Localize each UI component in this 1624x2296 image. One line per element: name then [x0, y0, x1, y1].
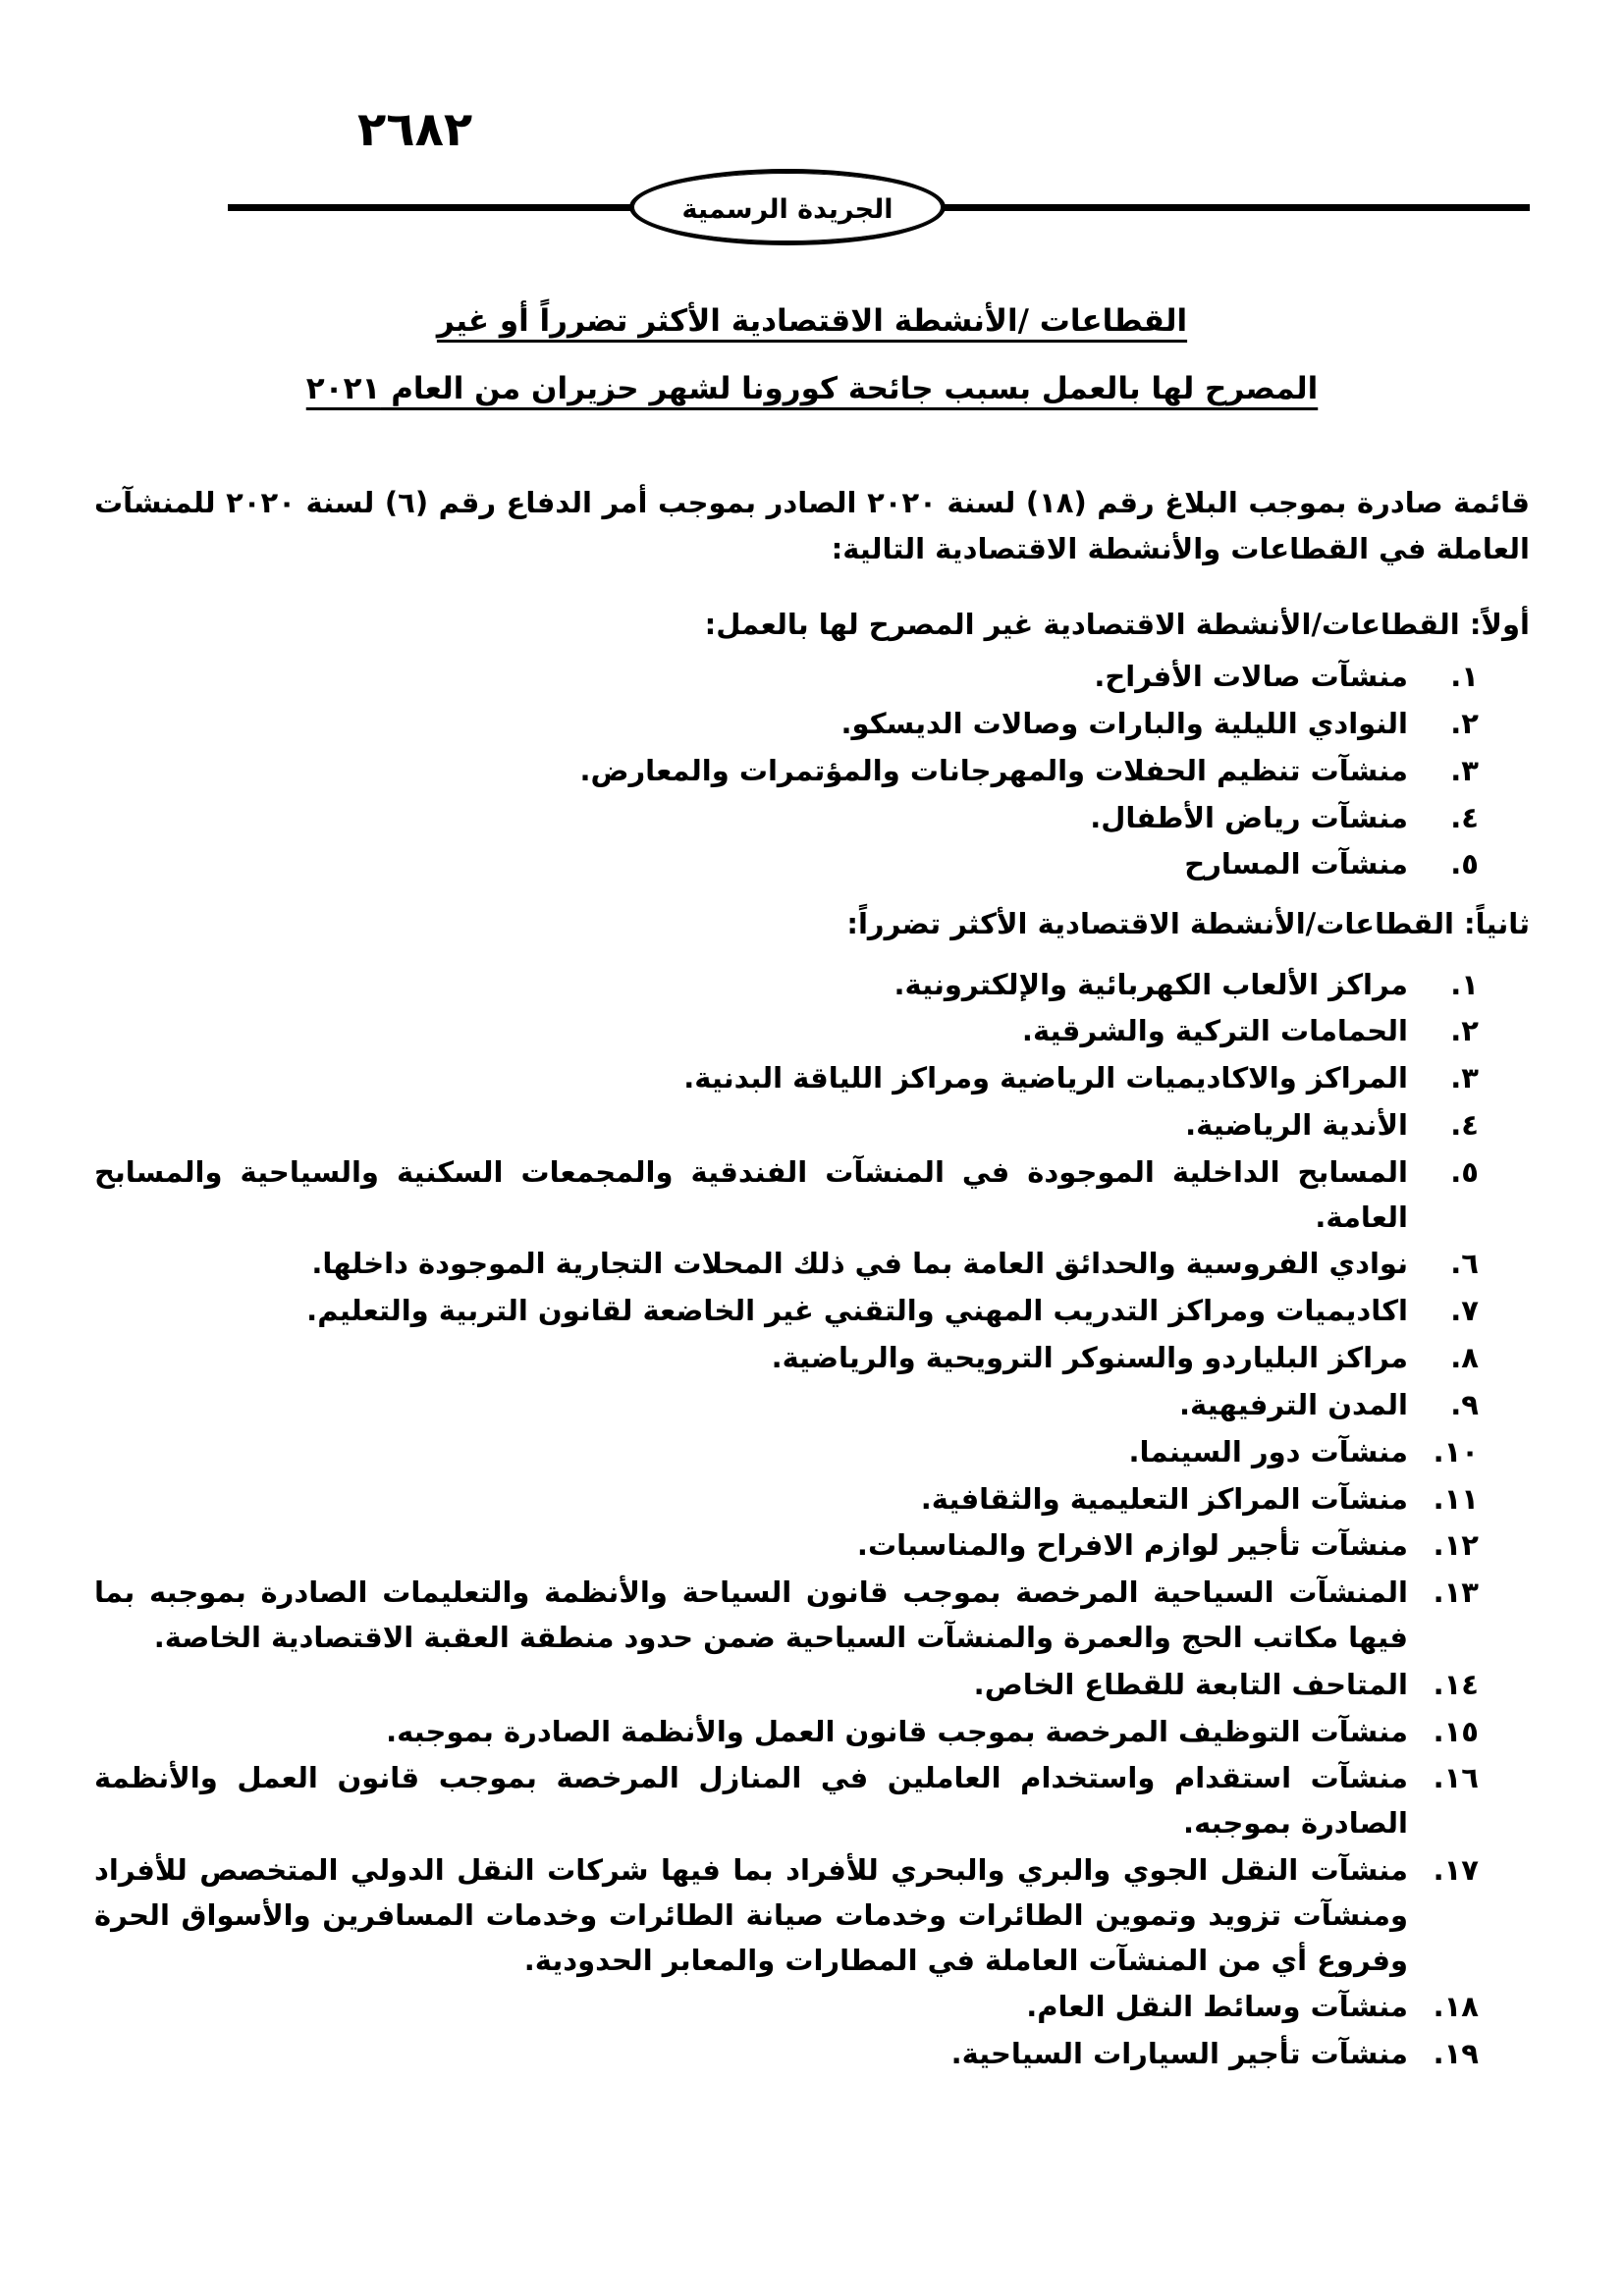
item-number: ١٨. — [1433, 1990, 1479, 2024]
item-number: ١١. — [1433, 1481, 1479, 1516]
title-line-1: القطاعات /الأنشطة الاقتصادية الأكثر تضرراً أو غير — [436, 303, 1188, 339]
item-text: منشآت المراكز التعليمية والثقافية. — [920, 1481, 1408, 1516]
item-number: ١٩. — [1433, 2037, 1479, 2071]
list-item — [94, 1523, 1479, 1569]
item-number: ٩. — [1450, 1387, 1479, 1421]
page-header — [94, 0, 1530, 245]
item-number: ٢. — [1450, 1014, 1479, 1048]
list-item — [94, 1663, 1479, 1708]
item-number: ١٧. — [1433, 1853, 1479, 1887]
item-number: ١. — [1450, 660, 1479, 694]
gazette-seal — [629, 169, 946, 245]
document-title — [94, 300, 1530, 437]
item-text: منشآت وسائط النقل العام. — [1026, 1990, 1408, 2024]
item-text: المسابح الداخلية الموجودة في المنشآت الفندقية والمجمعات السكنية والسياحية والمسابح العامة. — [94, 1154, 1408, 1234]
item-text: مراكز الألعاب الكهربائية والإلكترونية. — [893, 967, 1408, 1001]
item-text: منشآت تأجير لوازم الافراح والمناسبات. — [856, 1528, 1408, 1563]
item-number: ١٢. — [1433, 1528, 1479, 1563]
item-number: ٨. — [1450, 1341, 1479, 1375]
list-item — [94, 1985, 1479, 2030]
item-number: ٧. — [1450, 1294, 1479, 1328]
item-number: ٥. — [1450, 1154, 1479, 1189]
header-rule — [100, 165, 1530, 247]
list-item — [94, 2032, 1479, 2077]
list-item — [94, 749, 1479, 794]
list-item — [94, 1383, 1479, 1428]
item-text: نوادي الفروسية والحدائق العامة بما في ذلك المحلات التجارية الموجودة داخلها. — [311, 1247, 1408, 1281]
list-item — [94, 1289, 1479, 1334]
item-number: ١. — [1450, 967, 1479, 1001]
item-number: ٢. — [1450, 706, 1479, 740]
section2-heading: ثانياً: القطاعات/الأنشطة الاقتصادية الأكثر تضرراً: — [846, 907, 1530, 941]
item-text: منشآت رياض الأطفال. — [1090, 800, 1408, 834]
list-item — [94, 842, 1479, 887]
item-text: المدن الترفيهية. — [1179, 1387, 1408, 1421]
item-number: ١٥. — [1433, 1714, 1479, 1748]
item-text: منشآت النقل الجوي والبري والبحري للأفراد بما فيها شركات النقل الدولي المتخصص للأفراد ومنشآت تزويد وتموين الطائرات وخدمات صيانة الطائرات وخدمات المسافرين والأسواق الحرة وفروع أي من المنشآت العاملة في المطارات والمعابر الحدودية. — [94, 1853, 1408, 1977]
title-line-2: المصرح لها بالعمل بسبب جائحة كورونا لشهر حزيران من العام ٢٠٢١ — [305, 371, 1319, 407]
item-text: مراكز البلياردو والسنوكر الترويحية والرياضية. — [771, 1341, 1408, 1375]
item-text: الأندية الرياضية. — [1185, 1108, 1408, 1142]
list-item — [94, 1756, 1479, 1846]
list-item — [94, 655, 1479, 700]
item-number: ١٤. — [1433, 1667, 1479, 1701]
item-number: ٤. — [1450, 800, 1479, 834]
item-text: المراكز والاكاديميات الرياضية ومراكز اللياقة البدنية. — [683, 1061, 1408, 1095]
item-number: ٦. — [1450, 1247, 1479, 1281]
list-item — [94, 1430, 1479, 1475]
intro-paragraph: قائمة صادرة بموجب البلاغ رقم (١٨) لسنة ٢٠٢٠ الصادر بموجب أمر الدفاع رقم (٦) لسنة ٢٠٢٠ للمنشآت العاملة في القطاعات والأنشطة الاقتصادية التالية: — [94, 485, 1530, 565]
section1-heading: أولاً: القطاعات/الأنشطة الاقتصادية غير المصرح لها بالعمل: — [704, 607, 1530, 641]
list-item — [94, 963, 1479, 1008]
list-item — [94, 1103, 1479, 1148]
item-text: منشآت تأجير السيارات السياحية. — [950, 2037, 1408, 2071]
item-number: ٤. — [1450, 1108, 1479, 1142]
item-text: منشآت استقدام واستخدام العاملين في المنازل المرخصة بموجب قانون العمل والأنظمة الصادرة بموجبه. — [94, 1761, 1408, 1841]
list-item — [94, 1571, 1479, 1661]
section-most-affected — [94, 901, 1530, 2077]
item-text: منشآت دور السينما. — [1128, 1434, 1408, 1468]
list-item — [94, 796, 1479, 841]
gazette-label: الجريدة الرسمية — [681, 193, 893, 225]
item-text: النوادي الليلية والبارات وصالات الديسكو. — [840, 706, 1408, 740]
item-text: منشآت التوظيف المرخصة بموجب قانون العمل والأنظمة الصادرة بموجبه. — [386, 1714, 1408, 1748]
section2-list — [94, 963, 1530, 2078]
list-item — [94, 1477, 1479, 1522]
list-item — [94, 1710, 1479, 1755]
section1-list — [94, 655, 1530, 887]
list-item — [94, 1848, 1479, 1983]
list-item — [94, 702, 1479, 747]
item-text: منشآت المسارح — [1184, 847, 1408, 881]
item-number: ١٦. — [1433, 1761, 1479, 1795]
item-text: المنشآت السياحية المرخصة بموجب قانون السياحة والأنظمة والتعليمات الصادرة بموجبه بما فيها مكاتب الحج والعمرة والمنشآت السياحية ضمن حدود منطقة العقبة الاقتصادية الخاصة. — [94, 1575, 1408, 1654]
item-text: اكاديميات ومراكز التدريب المهني والتقني غير الخاضعة لقانون التربية والتعليم. — [306, 1294, 1408, 1328]
page-number: ٢٦٨٢ — [357, 102, 473, 157]
document-body — [94, 300, 1530, 2077]
item-number: ١٠. — [1433, 1434, 1479, 1468]
list-item — [94, 1242, 1479, 1287]
item-text: منشآت تنظيم الحفلات والمهرجانات والمؤتمرات والمعارض. — [579, 753, 1408, 787]
item-number: ٣. — [1450, 1061, 1479, 1095]
list-item — [94, 1056, 1479, 1101]
item-text: منشآت صالات الأفراح. — [1094, 660, 1408, 694]
list-item — [94, 1336, 1479, 1381]
list-item — [94, 1150, 1479, 1241]
item-number: ١٣. — [1433, 1575, 1479, 1610]
item-text: الحمامات التركية والشرقية. — [1021, 1014, 1408, 1048]
item-number: ٥. — [1450, 847, 1479, 881]
item-number: ٣. — [1450, 753, 1479, 787]
item-text: المتاحف التابعة للقطاع الخاص. — [973, 1667, 1408, 1701]
section-not-permitted — [94, 602, 1530, 887]
list-item — [94, 1009, 1479, 1054]
